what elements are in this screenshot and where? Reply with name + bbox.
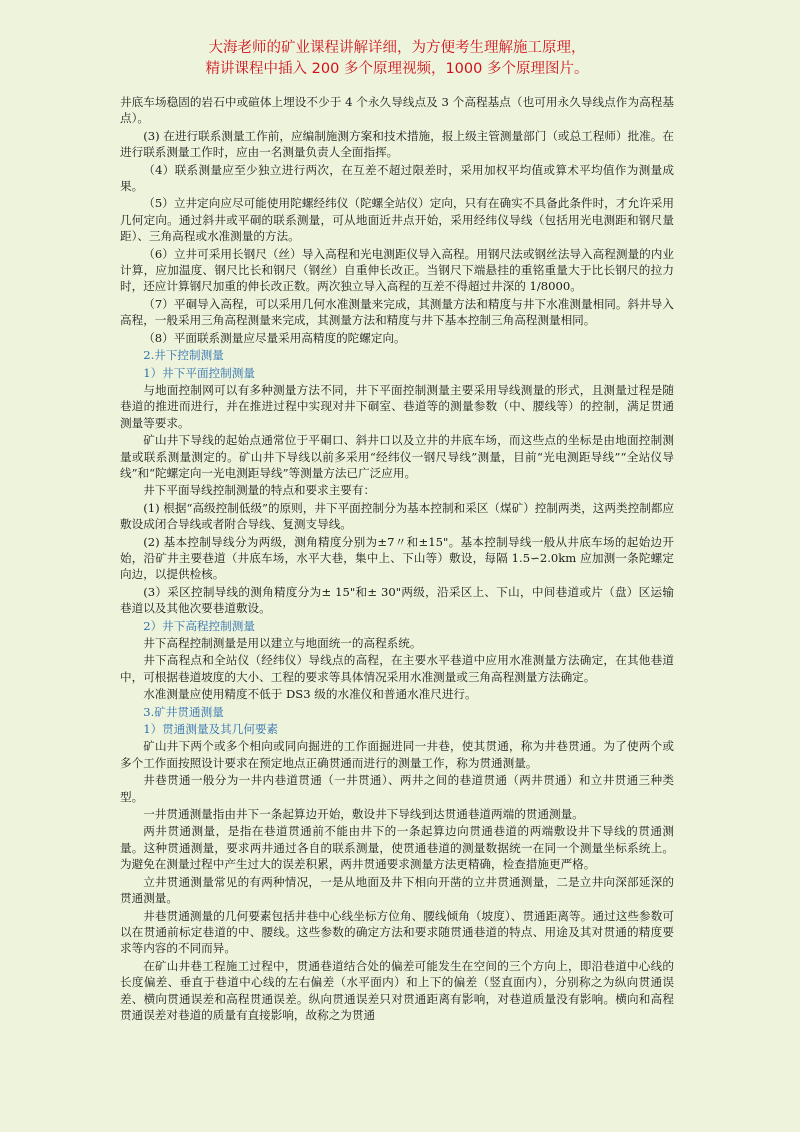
section-heading: 2.井下控制测量 (143, 348, 224, 363)
section-heading: 3.矿井贯通测量 (143, 704, 224, 719)
body-paragraph: 井下平面导线控制测量的特点和要求主要有： (143, 483, 376, 498)
body-paragraph: 与地面控制网可以有多种测量方法不同，井下平面控制测量主要采用导线测量的形式，且测量过程是随巷道的推进而进行，并在推进过程中实现对井下硐室、巷道等的测量参数（中、腰线等）的控制，满足贯通测量等要求。 (120, 382, 674, 430)
banner-line-2: 精讲课程中插入 200 多个原理视频，1000 多个原理图片。 (205, 61, 589, 77)
body-paragraph: 在矿山井巷工程施工过程中，贯通巷道结合处的偏差可能发生在空间的三个方向上，即沿巷道中心线的长度偏差、垂直于巷道中心线的左右偏差（水平面内）和上下的偏差（竖直面内），分别称之为纵向贯通误差、横向贯通误差和高程贯通误差。纵向贯通误差只对贯通距离有影响，对巷道质量没有影响。横向和高程贯通误差对巷道的质量有直接影响，故称之为贯通 (120, 958, 674, 1022)
body-paragraph: 矿山井下导线的起始点通常位于平硐口、斜井口以及立井的井底车场，而这些点的坐标是由地面控制测量或联系测量测定的。矿山井下导线以前多采用“经纬仪一钢尺导线”测量，目前“光电测距导线”“全站仪导线”和“陀螺定向一光电测距导线”等测量方法已广泛应用。 (120, 433, 674, 480)
body-paragraph: （8）平面联系测量应尽量采用高精度的陀螺定向。 (143, 330, 406, 345)
body-paragraph: 两井贯通测量，是指在巷道贯通前不能由井下的一条起算边向贯通巷道的两端敷设井下导线的贯通测量。这种贯通测量，要求两井通过各自的联系测量，使贯通巷道的测量数据统一在同一个测量坐标系统上。为避免在测量过程中产生过大的误差积累，两井贯通要求测量方法更精确，检查措施更严格。 (120, 824, 674, 872)
body-paragraph: 一井贯通测量指由井下一条起算边开始，敷设井下导线到达贯通巷道两端的贯通测量。 (143, 807, 584, 822)
body-paragraph: 井下高程控制测量是用以建立与地面统一的高程系统。 (143, 636, 422, 650)
section-heading: 2）井下高程控制测量 (143, 618, 255, 633)
body-paragraph: (1) 根据“高级控制低级”的原则，井下平面控制分为基本控制和采区（煤矿）控制两类，这两类控制都应敷设成闭合导线或者附合导线、复测支导线。 (120, 500, 674, 532)
body-paragraph: 水准测量应使用精度不低于 DS3 级的水准仪和普通水准尺进行。 (143, 687, 477, 702)
body-paragraph: (3）采区控制导线的测角精度分为± 15"和± 30"两级，沿采区上、下山，中间巷道或片（盘）区运输巷道以及其他次要巷道敷设。 (120, 584, 674, 616)
document-body (120, 94, 674, 1023)
body-paragraph: 井下高程点和全站仪（经纬仪）导线点的高程，在主要水平巷道中应用水准测量方法确定，在其他巷道中，可根据巷道坡度的大小、工程的要求等具体情况采用水准测量或三角高程测量方法确定。 (120, 653, 674, 684)
body-paragraph: 矿山井下两个或多个相向或同向掘进的工作面掘进同一井巷，使其贯通，称为井巷贯通。为了使两个或多个工作面按照设计要求在预定地点正确贯通而进行的测量工作，称为贯通测量。 (120, 739, 674, 770)
body-paragraph: 井巷贯通一般分为一井内巷道贯通（一井贯通）、两井之间的巷道贯通（两井贯通）和立井贯通三种类型。 (120, 773, 674, 804)
section-heading: 1）井下平面控制测量 (143, 365, 255, 380)
banner-line-1: 大海老师的矿业课程讲解详细，为方便考生理解施工原理， (208, 40, 586, 56)
body-paragraph: （6）立井可采用长钢尺（丝）导入高程和光电测距仪导入高程。用钢尺法或钢丝法导入高程测量的内业计算，应加温度、钢尺比长和钢尺（钢丝）自重伸长改正。当钢尺下端悬挂的重铭重量大于比长钢尺的拉力时，还应计算钢尺加重的伸长改正数。两次独立导入高程的互差不得超过井深的 1/8000。 (120, 246, 674, 294)
body-paragraph: (3) 在进行联系测量工作前，应编制施测方案和技术措施，报上级主管测量部门（或总工程师）批准。在进行联系测量工作时，应由一名测量负责人全面指挥。 (120, 128, 674, 160)
body-paragraph: 井巷贯通测量的几何要素包括井巷中心线坐标方位角、腰线倾角（坡度）、贯通距离等。通过这些参数可以在贯通前标定巷道的中、腰线。这些参数的确定方法和要求随贯通巷道的特点、用途及其对贯通的精度要求等内容的不同而异。 (120, 908, 674, 956)
section-heading: 1）贯通测量及其几何要素 (143, 722, 279, 737)
body-paragraph: （5）立井定向应尽可能使用陀螺经纬仪（陀螺全站仪）定向，只有在确实不具备此条件时，才允许采用几何定向。通过斜井或平硐的联系测量，可从地面近井点开始，采用经纬仪导线（包括用光电测距和钢尺量距）、三角高程或水准测量的方法。 (120, 196, 674, 244)
body-paragraph: 井底车场稳固的岩石中或碹体上埋设不少于 4 个永久导线点及 3 个高程基点（也可用永久导线点作为高程基点）。 (120, 95, 674, 126)
body-paragraph: （4）联系测量应至少独立进行两次，在互差不超过限差时，采用加权平均值或算术平均值作为测量成果。 (120, 162, 674, 194)
body-paragraph: （7）平硐导入高程，可以采用几何水准测量来完成，其测量方法和精度与井下水准测量相同。斜井导入高程，一般采用三角高程测量来完成，其测量方法和精度与井下基本控制三角高程测量相同。 (120, 296, 674, 328)
body-paragraph: (2) 基本控制导线分为两级，测角精度分别为±7〃和±15"。基本控制导线一般从井底车场的起始边开始，沿矿井主要巷道（井底车场，水平大巷，集中上、下山等）敷设，每隔 1.5∽2.0km 应加测一条陀螺定向边，以提供检核。 (120, 534, 674, 582)
promo-banner (120, 38, 674, 80)
body-paragraph: 立井贯通测量常见的有两种情况，一是从地面及井下相向开凿的立井贯通测量，二是立井向深部延深的贯通测量。 (120, 874, 674, 906)
